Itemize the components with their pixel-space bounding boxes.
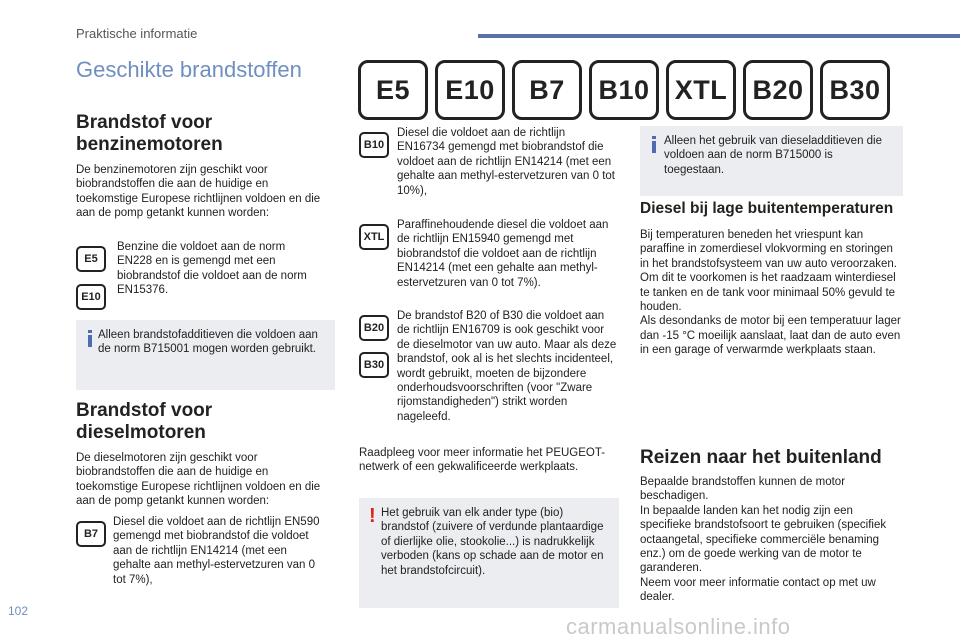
fuel-badge: B7 [512,60,582,120]
e5-badge: E5 [76,246,106,272]
page-title: Geschikte brandstoffen [76,57,302,82]
petrol-description: Benzine die voldoet aan de norm EN228 en is gemengd met een biobrandstof die voldoet aan de norm EN15376. [117,241,307,297]
fuel-badge: XTL [666,60,736,120]
e10-badge: E10 [76,284,106,310]
warning-icon: ! [369,505,376,527]
cold-text: Bij temperaturen beneden het vriespunt kan paraffine in zomerdiesel vlokvorming en storingen in het brandstofsysteem van uw auto veroorzaken. Om dit te voorkomen is het raadzaam winterdiesel te tanken en de tank voor minimaal 50% gevuld te houden. Als desondanks de motor bij een temperatuur lager dan -15 °C moeilijk aanslaat, laat dan de auto even in een garage of verwarmde werkplaats staan. [640,229,901,357]
network-text: Raadpleeg voor meer informatie het PEUGEOT-netwerk of een gekwalificeerde werkplaats. [359,447,606,474]
petrol-info-note [76,320,335,390]
info-icon [652,136,656,153]
fuel-badge: B10 [589,60,659,120]
fuel-badge-row [358,60,890,120]
abroad-heading: Reizen naar het buitenland [640,447,882,468]
petrol-intro: De benzinemotoren zijn geschikt voor biobrandstoffen die aan de huidige en toekomstige Europese richtlijnen voldoen en die aan de pomp getankt kunnen worden: [76,164,321,220]
additive-note-text: Alleen het gebruik van dieseladditieven die voldoen aan de norm B715000 is toegestaan. [664,135,883,176]
abroad-text: Bepaalde brandstoffen kunnen de motor beschadigen. In bepaalde landen kan het nodig zijn een specifieke brandstofsoort te gebruiken (specifiek octaangetal, specifieke commerciële benaming enz.) om de goede werking van de motor te garanderen. Neem voor meer informatie contact op met uw dealer. [640,476,887,604]
b10-badge: B10 [359,132,389,158]
section-label: Praktische informatie [76,26,198,41]
warning-text: Het gebruik van elk ander type (bio) brandstof (zuivere of verdunde plantaardige of dierlijke olie, stookolie...) is nadrukkelijk verboden (kans op schade aan de motor en het brandstofcircuit). [381,507,604,577]
diesel-intro: De dieselmotoren zijn geschikt voor biobrandstoffen die aan de huidige en toekomstige Europese richtlijnen voldoen en die aan de pomp getankt kunnen worden: [76,452,321,508]
xtl-description: Paraffinehoudende diesel die voldoet aan de richtlijn EN15940 gemengd met biobrandstof die voldoet aan de richtlijn EN14214 (met een gehalte aan methyl-estervetzuren van 0 tot 7%). [397,219,609,289]
page-number: 102 [8,604,29,618]
b7-badge: B7 [76,521,106,547]
fuel-badge: B30 [820,60,890,120]
b30-badge: B30 [359,352,389,378]
diesel-heading: Brandstof voor dieselmotoren [76,400,213,443]
b20-b30-description: De brandstof B20 of B30 die voldoet aan de richtlijn EN16709 is ook geschikt voor de dieselmotor van uw auto. Maar als deze brandstof, ook al is het slechts incidenteel, wordt gebruikt, moeten de bijzondere onderhoudsvoorschriften (voor "Zware rijomstandigheden") strikt worden nageleefd. [397,310,617,423]
petrol-heading: Brandstof voor benzinemotoren [76,112,223,155]
info-icon [88,330,92,347]
fuel-badge: B20 [743,60,813,120]
xtl-badge: XTL [359,224,389,250]
b7-description: Diesel die voldoet aan de richtlijn EN590 gemengd met biobrandstof die voldoet aan de richtlijn EN14214 (met een gehalte aan methyl-estervetzuren van 0 tot 7%), [113,516,320,586]
watermark: carmanualsonline.info [566,614,791,639]
cold-heading: Diesel bij lage buitentemperaturen [640,200,894,217]
petrol-note-text: Alleen brandstofadditieven die voldoen aan de norm B715001 mogen worden gebruikt. [98,329,318,356]
fuel-badge: E10 [435,60,505,120]
fuel-badge: E5 [358,60,428,120]
b10-description: Diesel die voldoet aan de richtlijn EN16734 gemengd met biobrandstof die voldoet aan de richtlijn EN14214 (met een gehalte aan methyl-estervetzuren van 0 tot 10%), [397,127,615,197]
warning-note [359,498,619,608]
b20-badge: B20 [359,315,389,341]
additive-info-note [640,126,903,196]
header-bar [478,34,960,38]
